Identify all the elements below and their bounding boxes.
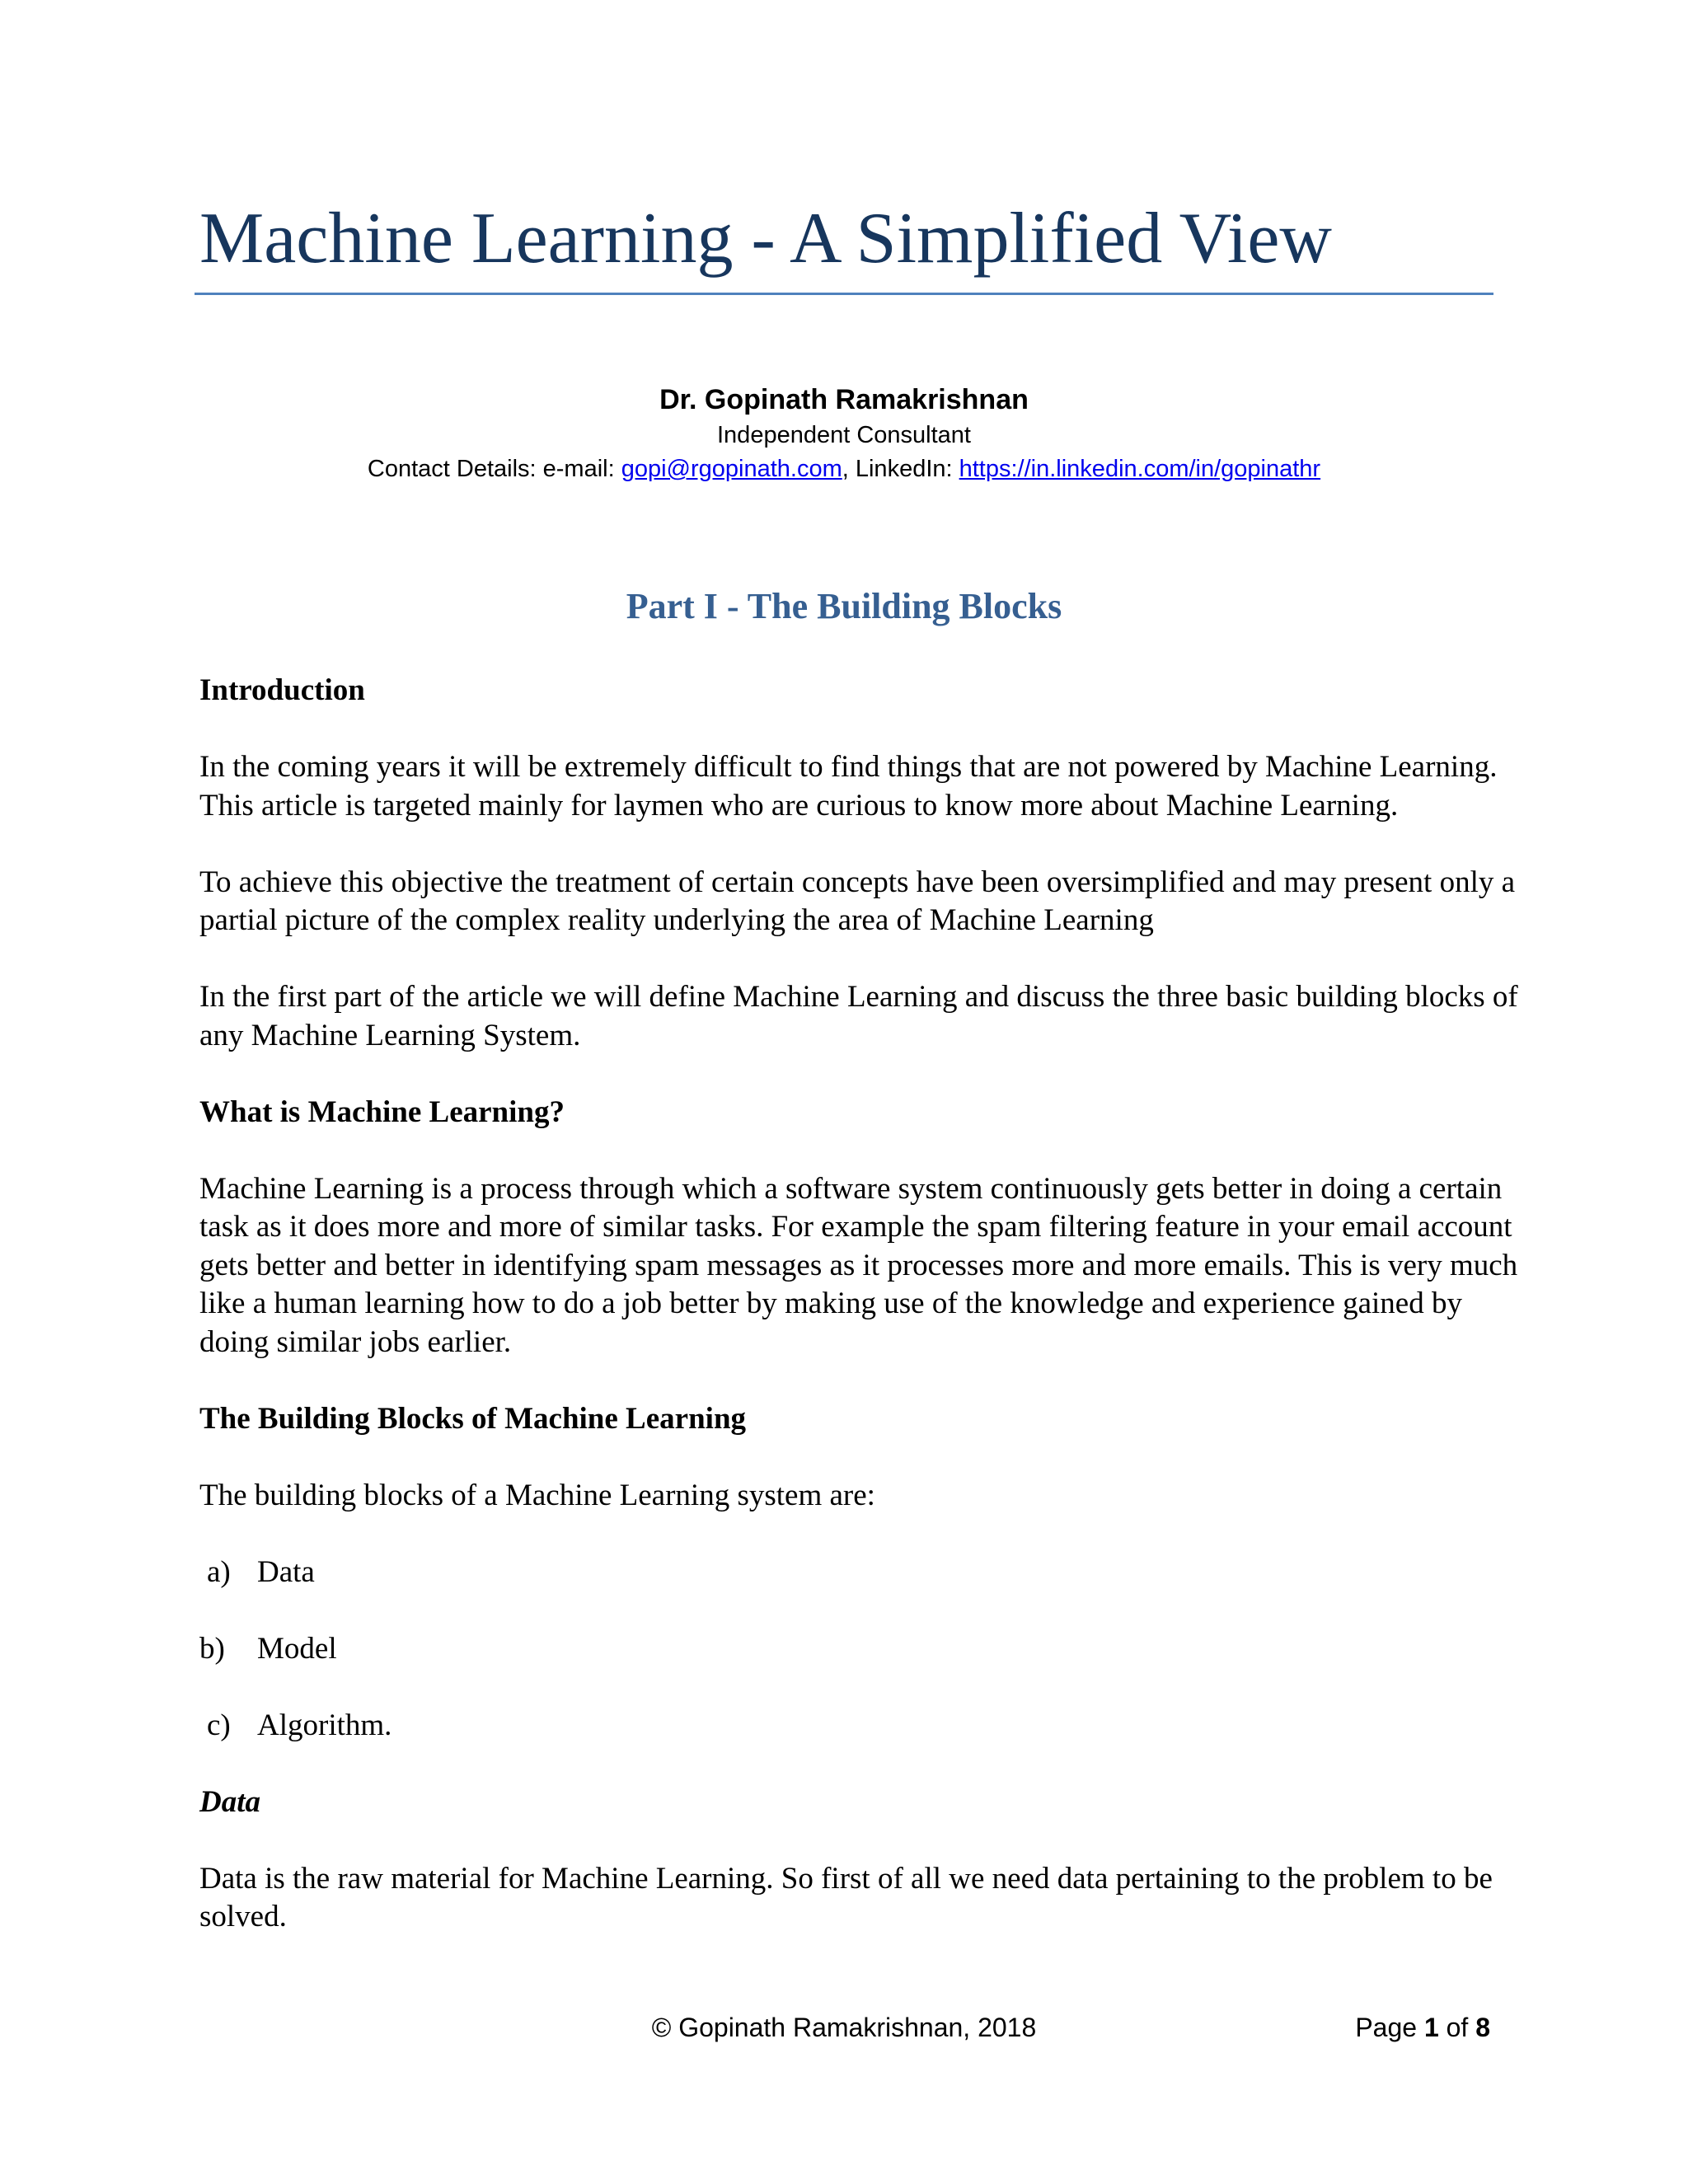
section-heading-what-is-ml: What is Machine Learning? — [199, 1094, 565, 1129]
linkedin-link[interactable]: https://in.linkedin.com/in/gopinathr — [959, 456, 1321, 482]
paragraph: To achieve this objective the treatment of certain concepts have been oversimplified and may present only a partial picture of the complex reality underlying the area of Machine Learning — [199, 865, 1516, 937]
list-marker: b) — [199, 1631, 225, 1666]
paragraph: In the first part of the article we will define Machine Learning and discuss the three basic building blocks of any Machine Learning System. — [199, 980, 1518, 1052]
linkedin-prefix: , LinkedIn: — [842, 456, 959, 482]
page-current: 1 — [1423, 2013, 1439, 2042]
author-contact — [0, 452, 1688, 486]
page-of: of — [1438, 2013, 1476, 2042]
list-marker: c) — [207, 1708, 231, 1742]
section-heading-building-blocks: The Building Blocks of Machine Learning — [199, 1401, 747, 1436]
list-item — [199, 1554, 1518, 1592]
footer-copyright: © Gopinath Ramakrishnan, 2018 — [651, 2013, 1037, 2042]
paragraph: Data is the raw material for Machine Learning. So first of all we need data pertaining to the problem to be solved. — [199, 1861, 1493, 1933]
email-link[interactable]: gopi@rgopinath.com — [621, 456, 842, 482]
section-heading-introduction: Introduction — [199, 673, 365, 707]
list-item — [199, 1630, 1518, 1669]
author-role: Independent Consultant — [717, 422, 971, 448]
article-body — [199, 672, 1518, 1937]
author-name: Dr. Gopinath Ramakrishnan — [659, 384, 1029, 415]
page-prefix: Page — [1355, 2013, 1424, 2042]
paragraph: The building blocks of a Machine Learning system are: — [199, 1478, 875, 1512]
list-item-text: Algorithm. — [257, 1708, 392, 1742]
paragraph: In the coming years it will be extremely difficult to find things that are not powered by Machine Learning. This article is targeted mainly for laymen who are curious to know more about Machine Learning. — [199, 750, 1498, 823]
list-item-text: Model — [257, 1631, 337, 1666]
list-item — [199, 1707, 1518, 1746]
section-heading-data: Data — [199, 1784, 260, 1819]
list-marker: a) — [207, 1554, 231, 1589]
list-item-text: Data — [257, 1554, 315, 1589]
contact-prefix: Contact Details: e-mail: — [367, 456, 621, 482]
title-underline — [195, 293, 1493, 295]
paragraph: Machine Learning is a process through which a software system continuously gets better in doing a certain task as it does more and more of similar tasks. For example the spam filtering feature in your email account gets better and better in identifying spam messages as it processes more and more emails. This is very much like a human learning how to do a job better by making use of the knowledge and experience gained by doing similar jobs earlier. — [199, 1171, 1518, 1359]
document-title: Machine Learning - A Simplified View — [199, 199, 1332, 279]
part-heading: Part I - The Building Blocks — [626, 586, 1062, 626]
footer-page-number — [1355, 2009, 1490, 2046]
page-total: 8 — [1475, 2013, 1490, 2042]
